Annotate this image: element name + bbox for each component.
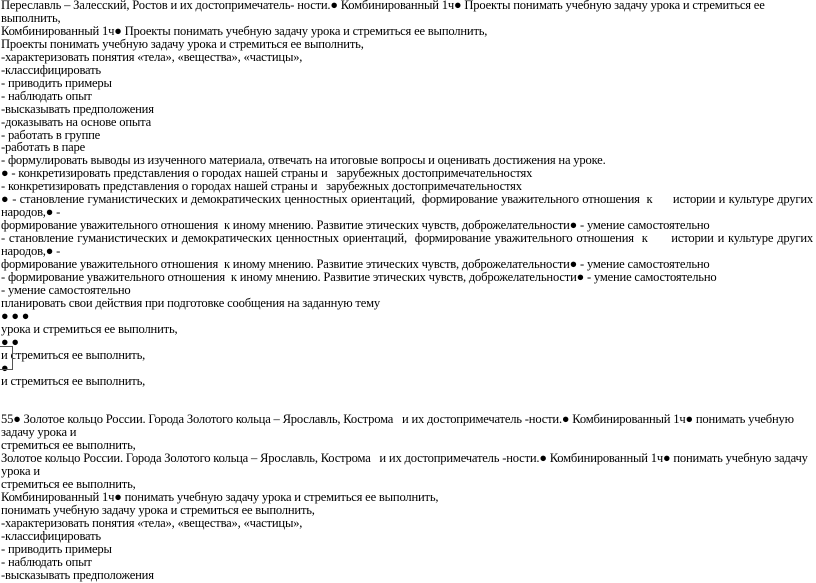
text-line: -доказывать на основе опыта — [1, 114, 151, 129]
text-line: Золотое кольцо России. Города Золотого кольца – Ярославль, Кострома и их достопримечатель -ности.● Комбинированный 1ч● понимать учебную задачу урока и — [1, 451, 811, 479]
text-line: Переславль – Залесский, Ростов и их достопримечатель- ности.● Комбинированный 1ч● Проекты понимать учебную задачу урока и стремиться ее выполнить, — [1, 0, 768, 25]
text-line: урока и стремиться ее выполнить, — [1, 321, 178, 336]
text-line: - конкретизировать представления о городах нашей страны и зарубежных достопримечательностях — [1, 179, 522, 194]
table-cell-border — [0, 346, 13, 370]
text-line: - наблюдать опыт — [1, 554, 92, 569]
text-line: стремиться ее выполнить, — [1, 477, 136, 492]
text-line: -высказывать предположения — [1, 567, 154, 582]
document-body — [1, 0, 816, 582]
text-line: - наблюдать опыт — [1, 88, 92, 103]
text-line: формирование уважительного отношения к иному мнению. Развитие этических чувств, доброжелательности● - умение самостоятельно — [1, 218, 710, 233]
text-line: и стремиться ее выполнить, — [1, 347, 146, 362]
text-line: - становление гуманистических и демократических ценностных ориентаций, формирование уважительного отношения к истории и культуре других народов,● - — [1, 231, 816, 259]
text-line: ● — [1, 360, 9, 375]
text-line: планировать свои действия при подготовке сообщения на заданную тему — [1, 295, 380, 310]
text-line: - работать в группе — [1, 127, 101, 142]
text-line: -характеризовать понятия «тела», «вещества», «частицы», — [1, 49, 303, 64]
text-line: -характеризовать понятия «тела», «вещества», «частицы», — [1, 516, 303, 531]
text-line: - формулировать выводы из изученного материала, отвечать на итоговые вопросы и оценивать достижения на уроке. — [1, 153, 606, 168]
text-line: ● - становление гуманистических и демократических ценностных ориентаций, формирование уважительного отношения к истории и культуре других народов,● - — [1, 192, 816, 220]
text-line: ● - конкретизировать представления о городах нашей страны и зарубежных достопримечательностях — [1, 166, 533, 181]
text-line: Комбинированный 1ч● понимать учебную задачу урока и стремиться ее выполнить, — [1, 490, 439, 505]
text-line: -классифицировать — [1, 62, 101, 77]
text-line: 55● Золотое кольцо России. Города Золотого кольца – Ярославль, Кострома и их достопримечатель -ности.● Комбинированный 1ч● понимать учебную задачу урока и — [1, 412, 797, 440]
text-line: - приводить примеры — [1, 75, 112, 90]
text-line: понимать учебную задачу урока и стремиться ее выполнить, — [1, 503, 315, 518]
text-line: ● ● ● — [1, 308, 30, 323]
text-line — [1, 388, 813, 401]
text-line: - формирование уважительного отношения к иному мнению. Развитие этических чувств, доброжелательности● - умение самостоятельно — [1, 270, 717, 285]
text-line: -высказывать предположения — [1, 101, 154, 116]
text-line: -классифицировать — [1, 529, 101, 544]
text-line: Комбинированный 1ч● Проекты понимать учебную задачу урока и стремиться ее выполнить, — [1, 23, 488, 38]
text-line: - приводить примеры — [1, 542, 112, 556]
text-line: стремиться ее выполнить, — [1, 438, 136, 453]
text-line: формирование уважительного отношения к иному мнению. Развитие этических чувств, доброжелательности● - умение самостоятельно — [1, 257, 710, 272]
text-line: -работать в паре — [1, 140, 86, 155]
text-line: ● ● — [1, 334, 19, 349]
text-line: и стремиться ее выполнить, — [1, 373, 146, 388]
text-line: Проекты понимать учебную задачу урока и стремиться ее выполнить, — [1, 36, 364, 51]
text-line: - умение самостоятельно — [1, 282, 131, 297]
